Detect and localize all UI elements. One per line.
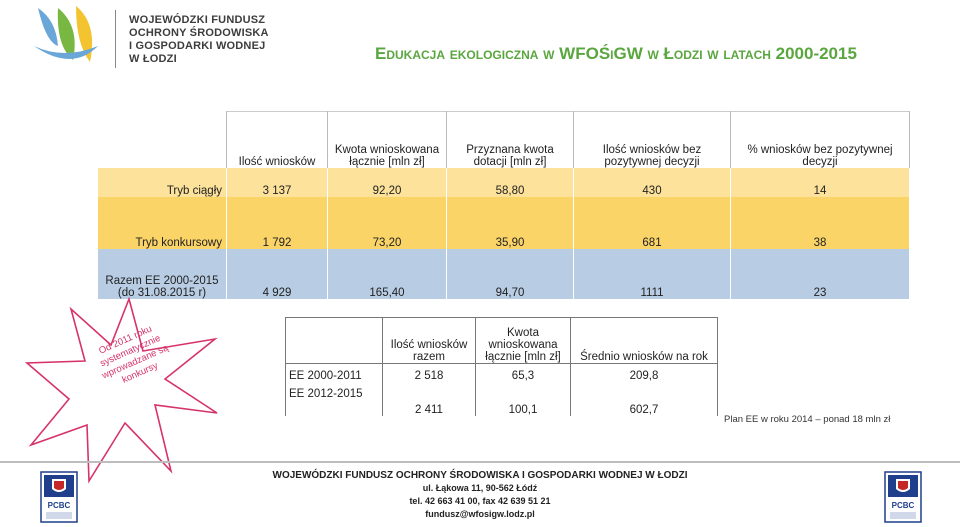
org-name-line: W ŁODZI xyxy=(129,53,177,65)
footer-address: ul. Łąkowa 11, 90-562 Łódź xyxy=(422,483,538,493)
table-cell: 1 792 xyxy=(227,197,328,249)
table-cell: 165,40 xyxy=(328,249,447,299)
table-cell: 602,7 xyxy=(571,388,718,416)
table-cell: 35,90 xyxy=(447,197,574,249)
badge-label: PCBC xyxy=(47,501,71,510)
row-label: Tryb ciągły xyxy=(98,168,227,197)
plan-note: Plan EE w roku 2014 – ponad 18 mln zł xyxy=(724,414,891,425)
table-cell: 58,80 xyxy=(447,168,574,197)
header-cell: Kwota wnioskowana łącznie [mln zł] xyxy=(328,112,447,168)
header-cell: % wniosków bez pozytywnej decyzji xyxy=(731,112,910,168)
table-cell: 38 xyxy=(731,197,910,249)
table-cell: 1111 xyxy=(574,249,731,299)
header-cell: Przyznana kwota dotacji [mln zł] xyxy=(447,112,574,168)
footer-org-name: WOJEWÓDZKI FUNDUSZ OCHRONY ŚRODOWISKA I GOSPODARKI WODNEJ W ŁODZI xyxy=(272,470,688,481)
table-cell: 94,70 xyxy=(447,249,574,299)
badge-label: PCBC xyxy=(891,501,915,510)
table-cell: 100,1 xyxy=(476,388,571,416)
row-label: Tryb konkursowy xyxy=(98,197,227,249)
footer-divider xyxy=(0,461,960,463)
table-cell: 3 137 xyxy=(227,168,328,197)
org-name-line: WOJEWÓDZKI FUNDUSZ xyxy=(129,14,266,26)
org-name-line: OCHRONY ŚRODOWISKA xyxy=(129,27,269,39)
table-cell: 23 xyxy=(731,249,910,299)
row-label: Razem EE 2000-2015 (do 31.08.2015 r) xyxy=(98,249,227,299)
header-cell: Ilość wniosków bez pozytywnej decyzji xyxy=(574,112,731,168)
certification-badge-icon xyxy=(884,471,922,523)
table-cell: 4 929 xyxy=(227,249,328,299)
table-cell: 430 xyxy=(574,168,731,197)
footer-contact xyxy=(240,469,720,521)
certification-badge-icon xyxy=(40,471,78,523)
header-cell-empty xyxy=(98,112,227,168)
main-stats-table xyxy=(98,111,910,299)
footer-phone: tel. 42 663 41 00, fax 42 639 51 21 xyxy=(409,496,551,506)
header-divider xyxy=(115,10,116,68)
header-cell-empty xyxy=(286,318,383,364)
header-cell: Średnio wniosków na rok xyxy=(571,318,718,364)
org-name xyxy=(129,14,269,66)
table-cell: 73,20 xyxy=(328,197,447,249)
row-label: EE 2000-2011 xyxy=(286,364,383,388)
row-label: EE 2012-2015 xyxy=(286,388,383,416)
wfosigw-logo xyxy=(28,2,103,72)
page-title: Edukacja ekologiczna w WFOŚiGW w Łodzi w latach 2000-2015 xyxy=(375,44,857,63)
header-cell: Ilość wniosków razem xyxy=(383,318,476,364)
table-cell: 681 xyxy=(574,197,731,249)
footer-email: fundusz@wfosigw.lodz.pl xyxy=(425,509,535,519)
org-name-line: I GOSPODARKI WODNEJ xyxy=(129,40,266,52)
table-cell: 92,20 xyxy=(328,168,447,197)
header-cell: Kwota wnioskowana łącznie [mln zł] xyxy=(476,318,571,364)
starburst-shape xyxy=(25,295,220,485)
table-cell: 14 xyxy=(731,168,910,197)
header-cell: Ilość wniosków xyxy=(227,112,328,168)
table-cell: 209,8 xyxy=(571,364,718,388)
star-note-text: Od 2011 roku systematycznie wprowadzane są konkursy xyxy=(97,323,171,386)
table-cell: 2 518 xyxy=(383,364,476,388)
table-cell: 2 411 xyxy=(383,388,476,416)
table-cell: 65,3 xyxy=(476,364,571,388)
period-summary-table xyxy=(285,317,718,416)
